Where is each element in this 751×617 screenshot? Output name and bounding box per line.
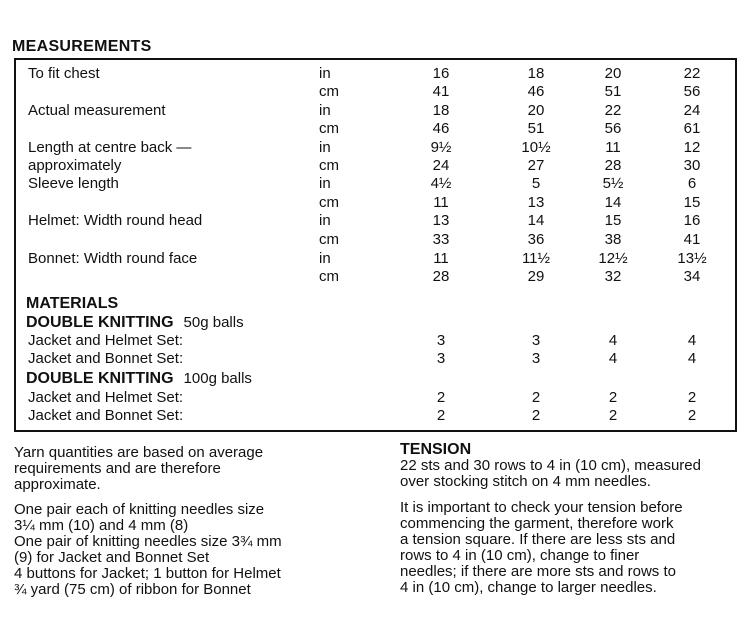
yarn-quantity-note: [14, 445, 263, 493]
material-row: [16, 332, 735, 350]
ball-weight-note: 50g balls: [183, 314, 244, 331]
row-unit: cm: [319, 83, 339, 100]
size-value: 9½: [430, 139, 452, 156]
materials-heading: MATERIALS: [26, 295, 119, 312]
row-unit: in: [319, 139, 331, 156]
yarn-group-heading: [26, 314, 244, 332]
size-value: 11: [433, 250, 449, 267]
size-value: 12½: [598, 250, 628, 267]
size-value: 14: [527, 212, 545, 229]
size-value: 27: [527, 157, 545, 174]
row-label: Sleeve length: [28, 175, 119, 192]
measurement-row: [16, 250, 735, 268]
text-line: commencing the garment, therefore work: [400, 515, 674, 532]
measurement-row: [16, 157, 735, 175]
measurement-row: [16, 120, 735, 138]
size-value: 32: [604, 268, 622, 285]
measurement-row: [16, 139, 735, 157]
tension-advice: [400, 500, 683, 596]
row-label: Actual measurement: [28, 102, 166, 119]
size-value: 11½: [521, 250, 551, 267]
text-line: needles; if there are more sts and rows to: [400, 563, 676, 580]
size-value: 13: [527, 194, 545, 211]
size-value: 5: [531, 175, 541, 192]
size-value: 28: [432, 268, 450, 285]
text-line: a tension square. If there are less sts and: [400, 531, 676, 548]
text-line: rows to 4 in (10 cm), change to finer: [400, 547, 640, 564]
row-unit: in: [319, 175, 331, 192]
measurement-row: [16, 194, 735, 212]
row-unit: cm: [319, 120, 339, 137]
measurement-row: [16, 83, 735, 101]
size-value: 24: [683, 102, 701, 119]
size-value: 36: [527, 231, 545, 248]
ball-count: 2: [436, 389, 446, 406]
size-value: 12: [683, 139, 701, 156]
ball-count: 2: [608, 389, 618, 406]
row-unit: in: [319, 65, 331, 82]
size-value: 6: [687, 175, 697, 192]
ball-count: 3: [436, 332, 446, 349]
row-unit: in: [319, 102, 331, 119]
size-value: 10½: [521, 139, 551, 156]
size-value: 13½: [677, 250, 707, 267]
size-value: 16: [432, 65, 450, 82]
row-label: Bonnet: Width round face: [28, 250, 198, 267]
text-line: ¾ yard (75 cm) of ribbon for Bonnet: [14, 581, 251, 598]
text-line: (9) for Jacket and Bonnet Set: [14, 549, 210, 566]
size-value: 18: [432, 102, 450, 119]
tension-spec: [400, 458, 701, 490]
text-line: 4 buttons for Jacket; 1 button for Helmet: [14, 565, 281, 582]
ball-count: 2: [436, 407, 446, 424]
text-line: over stocking stitch on 4 mm needles.: [400, 473, 651, 490]
text-line: One pair of knitting needles size 3¾ mm: [14, 533, 282, 550]
row-label: approximately: [28, 157, 122, 174]
size-value: 51: [527, 120, 545, 137]
size-value: 20: [527, 102, 545, 119]
text-line: Yarn quantities are based on average: [14, 444, 264, 461]
size-value: 28: [604, 157, 622, 174]
text-line: approximate.: [14, 476, 101, 493]
text-line: 4 in (10 cm), change to larger needles.: [400, 579, 657, 596]
ball-count: 4: [687, 350, 697, 367]
measurement-row: [16, 212, 735, 230]
ball-count: 2: [531, 389, 541, 406]
size-value: 18: [527, 65, 545, 82]
material-row: [16, 407, 735, 425]
measurements-table: [14, 58, 737, 432]
ball-weight-note: 100g balls: [183, 370, 252, 387]
size-value: 33: [432, 231, 450, 248]
size-value: 38: [604, 231, 622, 248]
row-unit: in: [319, 212, 331, 229]
measurement-row: [16, 102, 735, 120]
row-label: Length at centre back —: [28, 139, 192, 156]
ball-count: 4: [608, 332, 618, 349]
ball-count: 4: [608, 350, 618, 367]
yarn-type: DOUBLE KNITTING: [26, 314, 174, 331]
size-value: 16: [683, 212, 701, 229]
row-label: Helmet: Width round head: [28, 212, 203, 229]
size-value: 56: [683, 83, 701, 100]
row-unit: in: [319, 250, 331, 267]
row-unit: cm: [319, 268, 339, 285]
measurement-row: [16, 231, 735, 249]
text-line: 3¼ mm (10) and 4 mm (8): [14, 517, 189, 534]
set-label: Jacket and Bonnet Set:: [28, 407, 184, 424]
ball-count: 3: [531, 332, 541, 349]
set-label: Jacket and Helmet Set:: [28, 332, 184, 349]
size-value: 61: [683, 120, 701, 137]
size-value: 15: [683, 194, 701, 211]
size-value: 56: [604, 120, 622, 137]
size-value: 24: [432, 157, 450, 174]
ball-count: 2: [687, 407, 697, 424]
ball-count: 2: [531, 407, 541, 424]
ball-count: 4: [687, 332, 697, 349]
size-value: 22: [683, 65, 701, 82]
size-value: 20: [604, 65, 622, 82]
ball-count: 2: [687, 389, 697, 406]
size-value: 41: [683, 231, 701, 248]
size-value: 41: [432, 83, 450, 100]
material-row: [16, 389, 735, 407]
row-unit: cm: [319, 194, 339, 211]
row-unit: cm: [319, 157, 339, 174]
size-value: 4½: [430, 175, 452, 192]
ball-count: 3: [436, 350, 446, 367]
size-value: 29: [527, 268, 545, 285]
measurement-row: [16, 65, 735, 83]
size-value: 46: [432, 120, 450, 137]
size-value: 11: [433, 194, 449, 211]
size-value: 51: [604, 83, 622, 100]
size-value: 13: [432, 212, 450, 229]
text-line: requirements and are therefore: [14, 460, 221, 477]
text-line: One pair each of knitting needles size: [14, 501, 265, 518]
row-label: To fit chest: [28, 65, 100, 82]
ball-count: 2: [608, 407, 618, 424]
size-value: 22: [604, 102, 622, 119]
tension-heading: TENSION: [400, 441, 472, 458]
size-value: 30: [683, 157, 701, 174]
material-row: [16, 350, 735, 368]
row-unit: cm: [319, 231, 339, 248]
size-value: 11: [605, 139, 621, 156]
yarn-group-heading: [26, 370, 252, 388]
set-label: Jacket and Bonnet Set:: [28, 350, 184, 367]
size-value: 15: [604, 212, 622, 229]
size-value: 34: [683, 268, 701, 285]
yarn-type: DOUBLE KNITTING: [26, 370, 174, 387]
set-label: Jacket and Helmet Set:: [28, 389, 184, 406]
needles-and-notions: [14, 502, 282, 598]
measurements-heading: MEASUREMENTS: [12, 38, 152, 55]
size-value: 14: [604, 194, 622, 211]
size-value: 46: [527, 83, 545, 100]
measurement-row: [16, 268, 735, 286]
text-line: 22 sts and 30 rows to 4 in (10 cm), measured: [400, 457, 701, 474]
text-line: It is important to check your tension before: [400, 499, 683, 516]
ball-count: 3: [531, 350, 541, 367]
measurement-row: [16, 175, 735, 193]
size-value: 5½: [602, 175, 624, 192]
